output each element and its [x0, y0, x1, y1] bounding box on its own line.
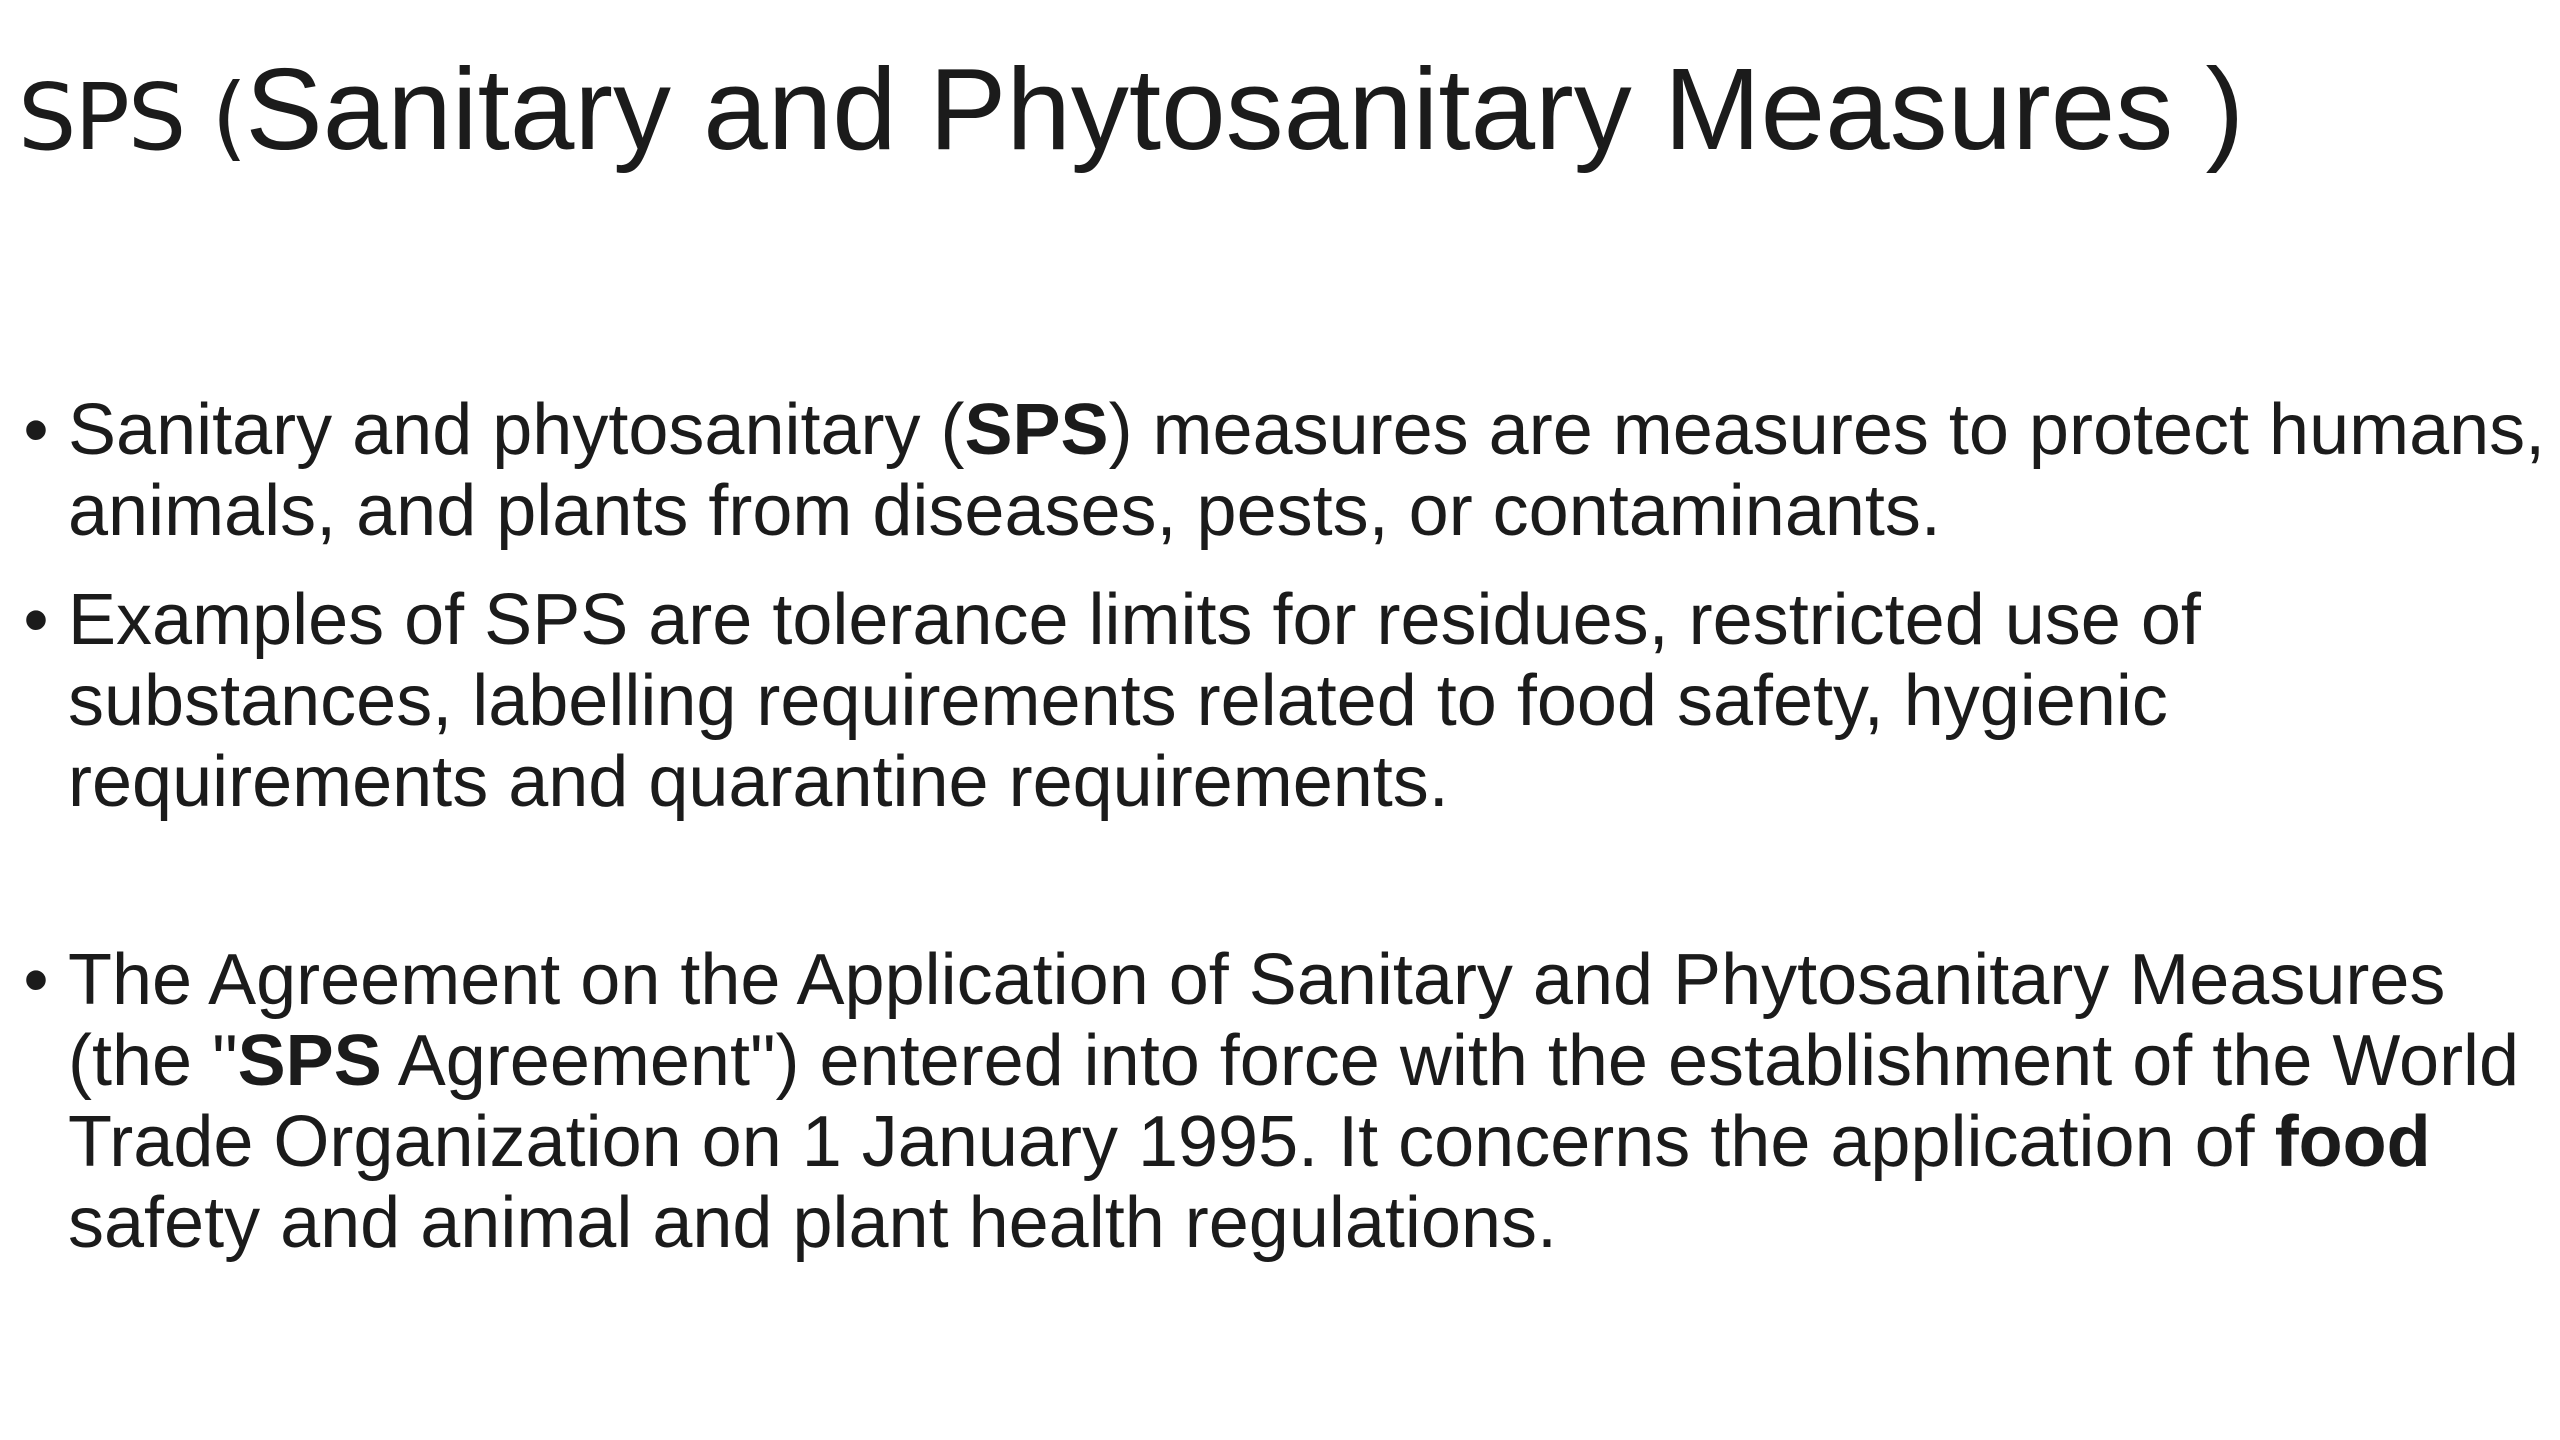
bullet-text: The Agreement on the Application of Sanitary and Phytosanitary Measures (the ": [68, 940, 2446, 1101]
bullet-item-sps-examples: [18, 580, 2548, 823]
bullet-text: Examples of SPS are tolerance limits for residues, restricted use of substances, labelling requirements related to food safety, hygienic requirements and quarantine requirements.: [68, 580, 2201, 822]
bullet-text: Sanitary and phytosanitary (: [68, 390, 965, 470]
bold-term-sps: SPS: [237, 1021, 382, 1101]
title-main: Sanitary and Phytosanitary Measures ): [245, 44, 2245, 174]
slide-title: [18, 40, 2244, 179]
bullet-text: safety and animal and plant health regulations.: [68, 1183, 1558, 1263]
bullet-item-sps-agreement: [18, 940, 2548, 1264]
bullet-point-icon: •: [23, 390, 49, 470]
title-prefix: SPS (: [18, 64, 246, 171]
bold-term-food: food: [2274, 1102, 2431, 1182]
bullet-point-icon: •: [23, 940, 49, 1020]
bullet-text: ) measures are measures to protect humans, animals, and plants from diseases, pests, or contaminants.: [68, 390, 2546, 551]
bold-term-sps: SPS: [964, 390, 1109, 470]
bullet-text: Agreement") entered into force with the establishment of the World Trade Organization on 1 January 1995. It concerns the application of: [68, 1021, 2520, 1182]
bullet-point-icon: •: [23, 580, 49, 660]
bullet-item-sps-definition: [18, 390, 2548, 552]
bullet-list: [18, 390, 2548, 1264]
